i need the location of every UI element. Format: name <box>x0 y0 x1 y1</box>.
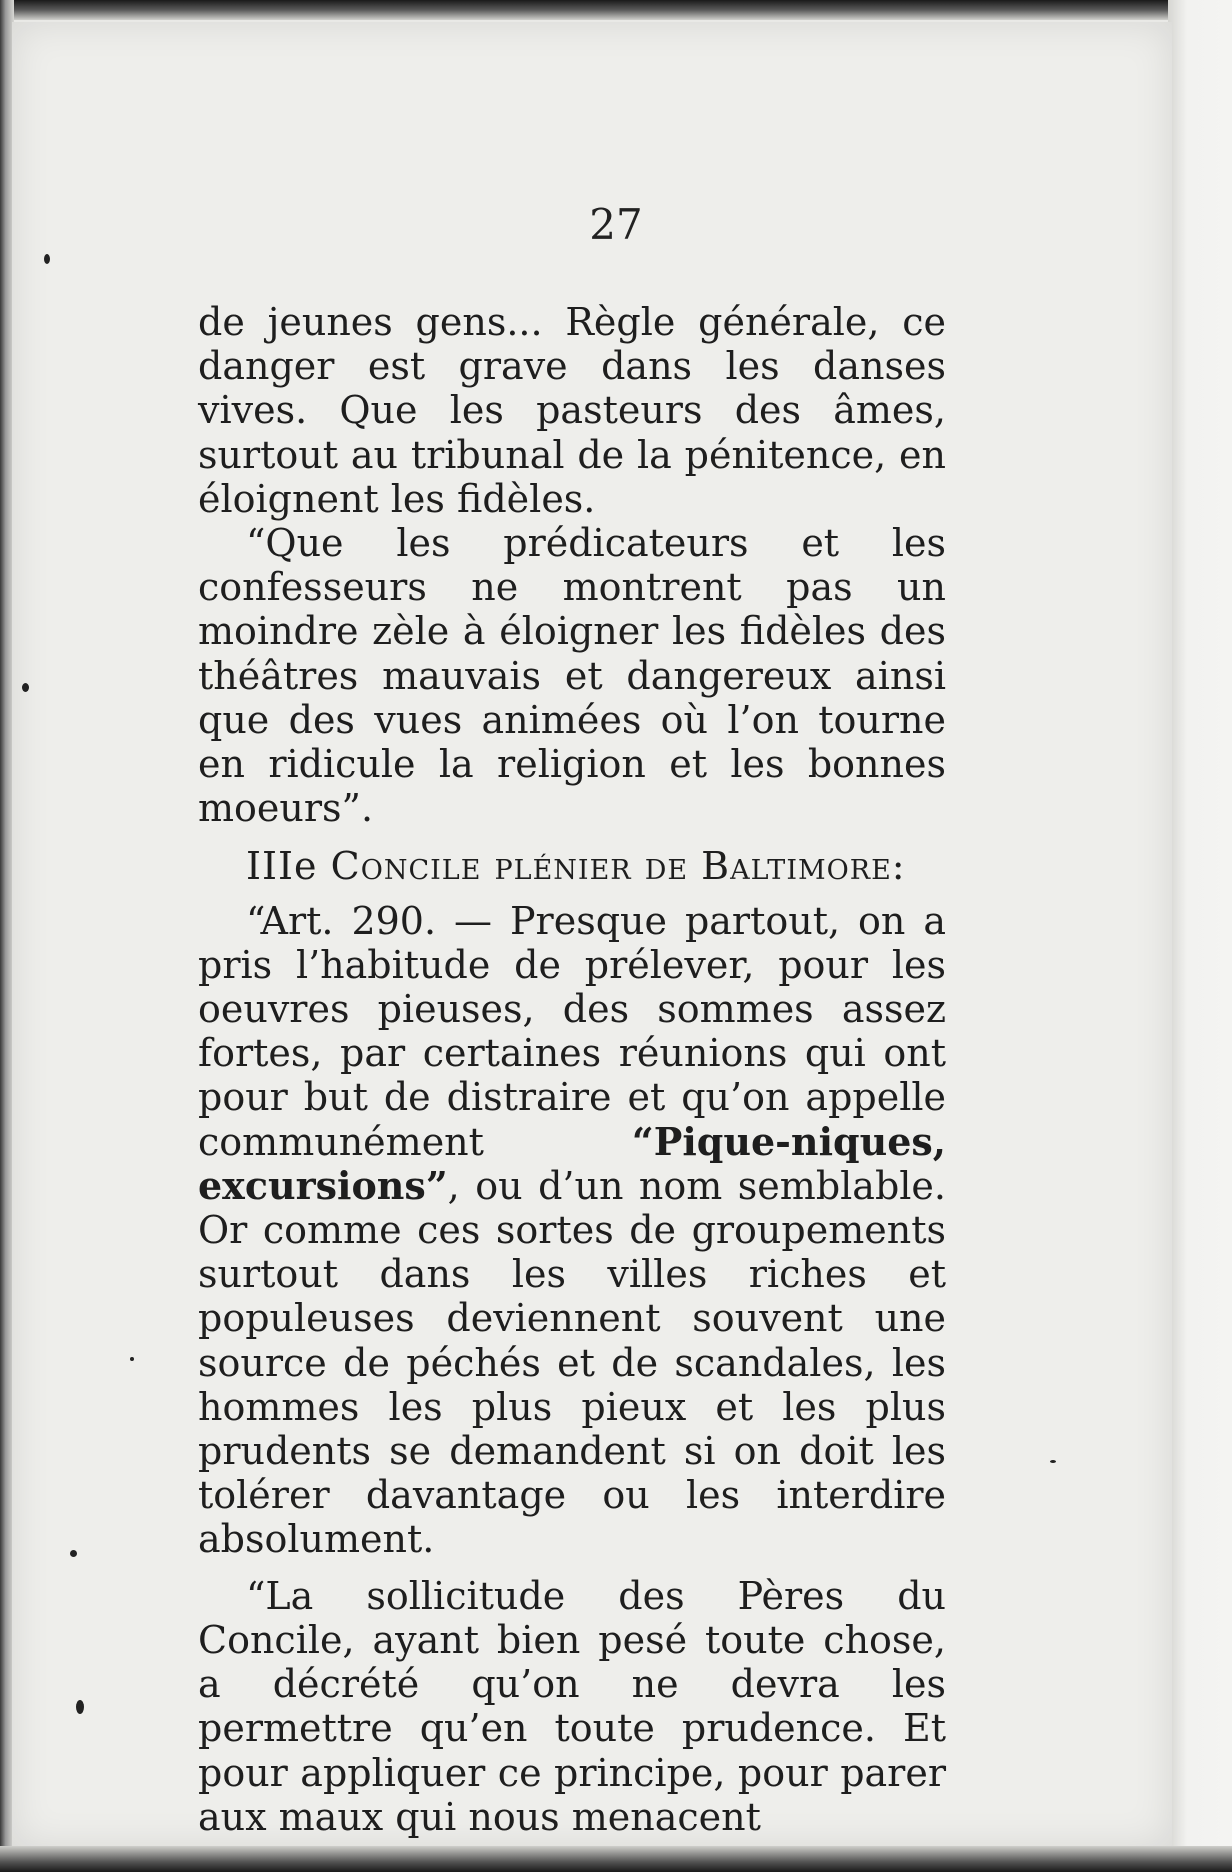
page-number: 27 <box>589 200 643 249</box>
paragraph-4: “La sollicitude des Pères du Concile, ayant bien pesé toute chose, a décrété qu’on ne devra les permettre qu’en toute prudence. Et pour appliquer ce principe, pour parer aux maux qui nous menacent <box>198 1573 946 1839</box>
ink-speck <box>130 1357 134 1361</box>
body-text <box>198 300 946 1839</box>
paragraph-3 <box>198 899 946 1562</box>
page-bottom-edge <box>0 1846 1232 1872</box>
section-heading <box>198 844 946 888</box>
ink-speck <box>76 1700 84 1714</box>
ink-speck <box>70 1550 77 1557</box>
paragraph-3-start: “Art. 290. — Presque partout, on a pris l’habitude de prélever, pour les oeuvres pieuses, des sommes assez fortes, par certaines réunions qui ont pour but de distraire et qu’on appelle communément <box>198 898 946 1164</box>
paragraph-1: de jeunes gens... Règle générale, ce danger est grave dans les danses vives. Que les pasteurs des âmes, surtout au tribunal de la pénitence, en éloignent les fidèles. <box>198 300 946 521</box>
heading-roman-numeral: IIIe <box>246 844 318 889</box>
ink-speck <box>1050 1460 1056 1463</box>
ink-speck <box>44 254 50 264</box>
heading-title: Concile plénier de Baltimore: <box>330 844 906 889</box>
page-top-edge <box>0 0 1232 20</box>
page-right-margin <box>1168 0 1232 1872</box>
ink-speck <box>22 683 29 692</box>
paragraph-3-end: , ou d’un nom semblable. Or comme ces sortes de groupements surtout dans les villes riches et populeuses deviennent souvent une source de péchés et de scandales, les hommes les plus pieux et les plus prudents se demandent si on doit les tolérer davantage ou les interdire absolument. <box>198 1163 946 1562</box>
paragraph-2: “Que les prédicateurs et les confesseurs ne montrent pas un moindre zèle à éloigner les fidèles des théâtres mauvais et dangereux ainsi que des vues animées où l’on tourne en ridicule la religion et les bonnes moeurs”. <box>198 521 946 831</box>
paragraph-3-bold: “Pique-niques, excursions” <box>198 1118 946 1208</box>
